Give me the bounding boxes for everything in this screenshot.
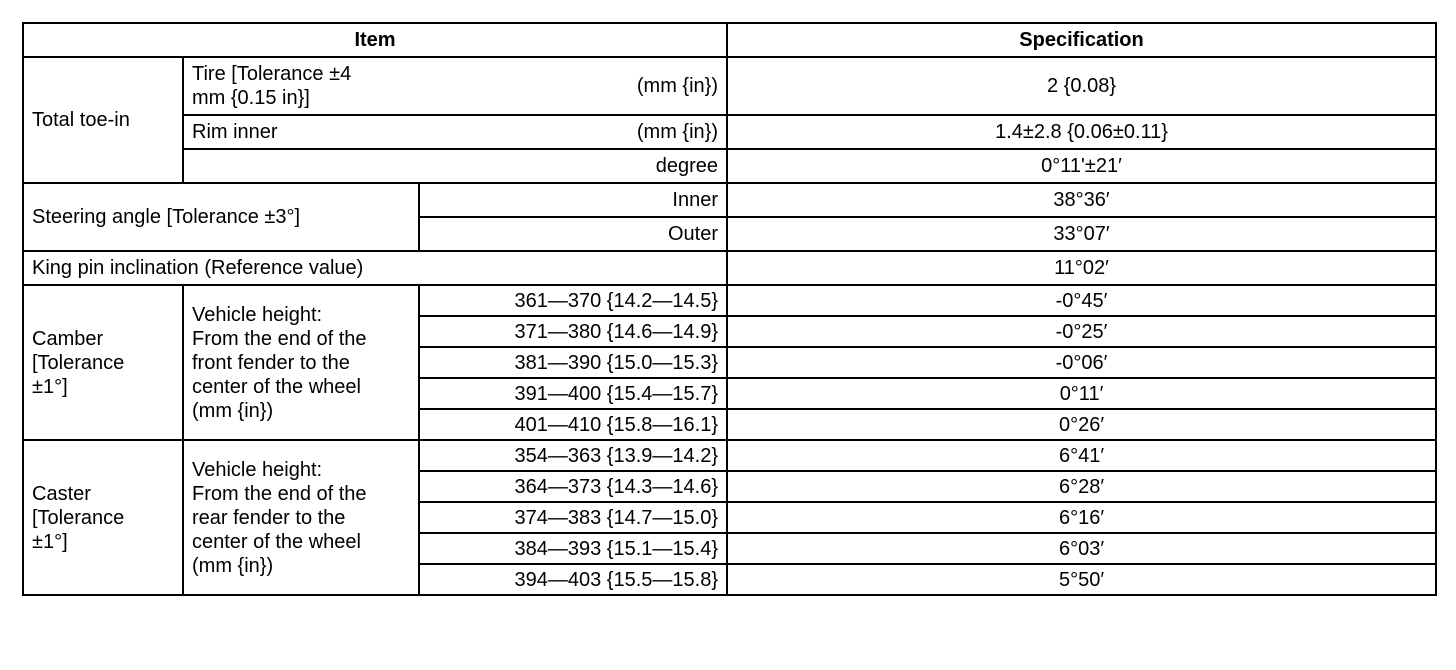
toe-in-rim-cell <box>183 115 727 149</box>
table-row <box>23 251 1436 285</box>
table-row <box>23 183 1436 217</box>
table-row <box>23 115 1436 149</box>
camber-spec: -0°06′ <box>727 347 1436 378</box>
caster-spec: 5°50′ <box>727 564 1436 595</box>
camber-spec: 0°11′ <box>727 378 1436 409</box>
toe-in-rim-unit: (mm {in}) <box>636 121 719 143</box>
table-row <box>23 57 1436 115</box>
camber-range: 371—380 {14.6—14.9} <box>419 316 727 347</box>
toe-in-degree-unit: degree <box>183 149 727 183</box>
steering-outer-spec: 33°07′ <box>727 217 1436 251</box>
camber-label: Camber [Tolerance ±1°] <box>23 285 183 440</box>
caster-range: 364—373 {14.3—14.6} <box>419 471 727 502</box>
caster-range: 354—363 {13.9—14.2} <box>419 440 727 471</box>
specification-header: Specification <box>727 23 1436 57</box>
camber-range: 361—370 {14.2—14.5} <box>419 285 727 316</box>
steering-inner-spec: 38°36′ <box>727 183 1436 217</box>
steering-outer-label: Outer <box>419 217 727 251</box>
table-row <box>23 440 1436 471</box>
camber-spec: -0°45′ <box>727 285 1436 316</box>
king-pin-spec: 11°02′ <box>727 251 1436 285</box>
toe-in-rim-item: Rim inner <box>192 121 278 143</box>
toe-in-tire-item: Tire [Tolerance ±4 mm {0.15 in}] <box>192 63 352 109</box>
camber-condition: Vehicle height: From the end of the front fender to the center of the wheel (mm {in}) <box>183 285 419 440</box>
header-row <box>23 23 1436 57</box>
camber-range: 401—410 {15.8—16.1} <box>419 409 727 440</box>
caster-spec: 6°03′ <box>727 533 1436 564</box>
steering-angle-label: Steering angle [Tolerance ±3°] <box>23 183 419 251</box>
alignment-spec-table <box>22 22 1437 596</box>
caster-spec: 6°28′ <box>727 471 1436 502</box>
camber-range: 391—400 {15.4—15.7} <box>419 378 727 409</box>
toe-in-tire-unit: (mm {in}) <box>636 75 719 97</box>
toe-in-tire-cell <box>183 57 727 115</box>
steering-inner-label: Inner <box>419 183 727 217</box>
table-row <box>23 149 1436 183</box>
camber-range: 381—390 {15.0—15.3} <box>419 347 727 378</box>
caster-condition: Vehicle height: From the end of the rear fender to the center of the wheel (mm {in}) <box>183 440 419 595</box>
caster-range: 384—393 {15.1—15.4} <box>419 533 727 564</box>
camber-spec: -0°25′ <box>727 316 1436 347</box>
toe-in-degree-spec: 0°11'±21′ <box>727 149 1436 183</box>
toe-in-tire-spec: 2 {0.08} <box>727 57 1436 115</box>
toe-in-rim-spec: 1.4±2.8 {0.06±0.11} <box>727 115 1436 149</box>
total-toe-in-label: Total toe-in <box>23 57 183 183</box>
caster-range: 394—403 {15.5—15.8} <box>419 564 727 595</box>
caster-label: Caster [Tolerance ±1°] <box>23 440 183 595</box>
king-pin-label: King pin inclination (Reference value) <box>23 251 727 285</box>
camber-spec: 0°26′ <box>727 409 1436 440</box>
caster-range: 374—383 {14.7—15.0} <box>419 502 727 533</box>
item-header: Item <box>23 23 727 57</box>
caster-spec: 6°16′ <box>727 502 1436 533</box>
caster-spec: 6°41′ <box>727 440 1436 471</box>
table-row <box>23 285 1436 316</box>
